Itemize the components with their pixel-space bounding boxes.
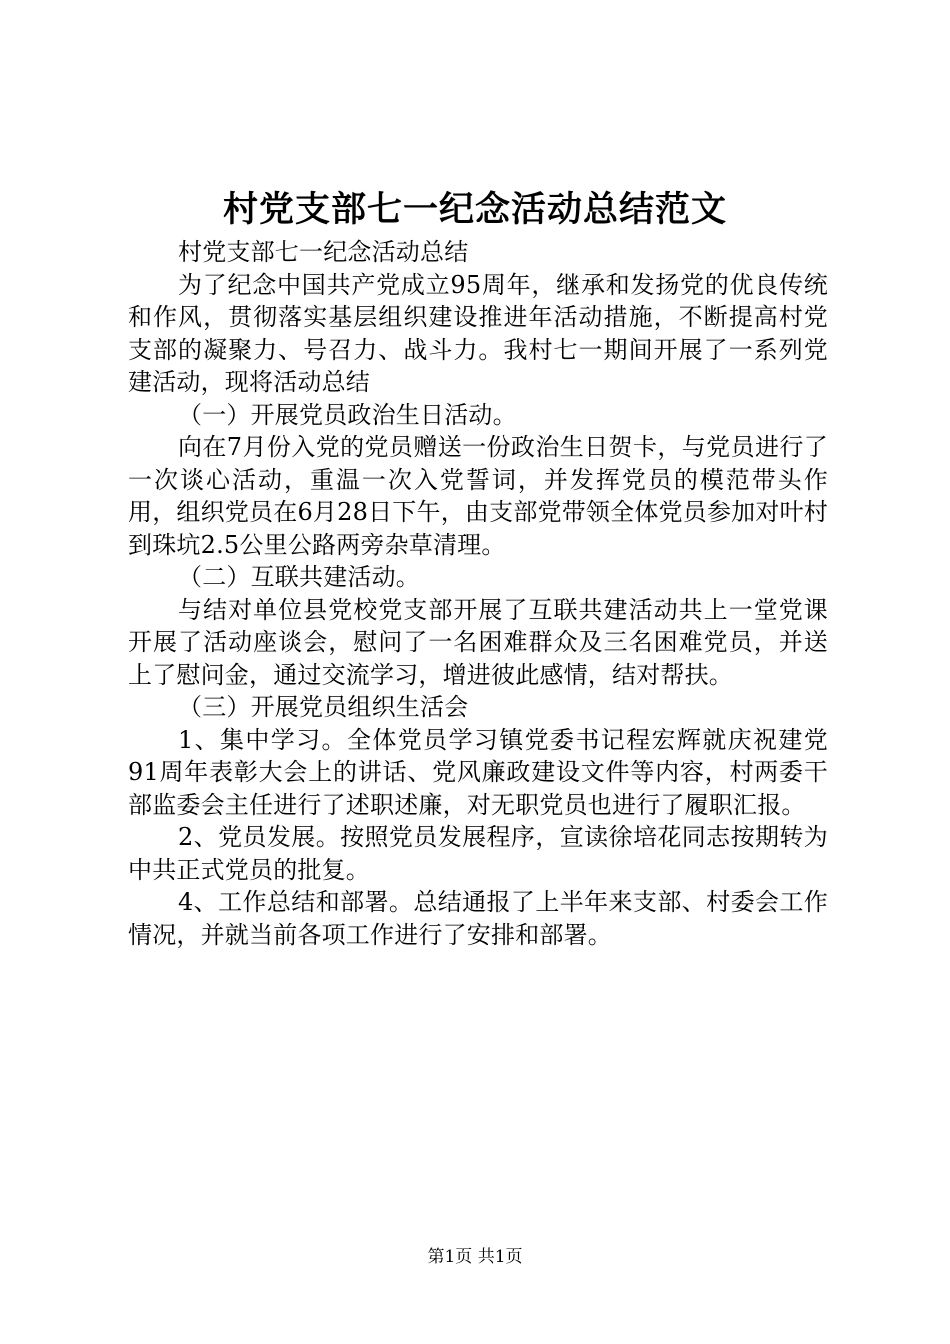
paragraph-section-1: 向在7月份入党的党员赠送一份政治生日贺卡，与党员进行了一次谈心活动，重温一次入党誓词，并发挥党员的模范带头作用，组织党员在6月28日下午，由支部党带领全体党员参加对叶村到珠坑2.5公里公路两旁杂草清理。 xyxy=(128,433,828,559)
page-footer: 第1页 共1页 xyxy=(427,1247,523,1267)
section-heading-3: （三）开展党员组织生活会 xyxy=(178,693,469,721)
section-heading-2: （二）互联共建活动。 xyxy=(178,563,420,591)
list-item-4: 4、工作总结和部署。总结通报了上半年来支部、村委会工作情况，并就当前各项工作进行了安排和部署。 xyxy=(128,888,828,949)
section-heading-1: （一）开展党员政治生日活动。 xyxy=(178,400,517,429)
list-item-1: 1、集中学习。全体党员学习镇党委书记程宏辉就庆祝建党91周年表彰大会上的讲话、党风廉政建设文件等内容，村两委干部监委会主任进行了述职述廉，对无职党员也进行了履职汇报。 xyxy=(128,725,828,819)
paragraph-heading: 村党支部七一纪念活动总结 xyxy=(178,238,469,266)
document-body xyxy=(128,236,828,951)
document-title: 村党支部七一纪念活动总结范文 xyxy=(222,189,727,230)
paragraph-section-2: 与结对单位县党校党支部开展了互联共建活动共上一堂党课开展了活动座谈会，慰问了一名困难群众及三名困难党员，并送上了慰问金，通过交流学习，增进彼此感情，结对帮扶。 xyxy=(128,595,828,689)
list-item-2: 2、党员发展。按照党员发展程序，宣读徐培花同志按期转为中共正式党员的批复。 xyxy=(128,823,828,884)
paragraph-intro: 为了纪念中国共产党成立95周年，继承和发扬党的优良传统和作风，贯彻落实基层组织建设推进年活动措施，不断提高村党支部的凝聚力、号召力、战斗力。我村七一期间开展了一系列党建活动，现将活动总结 xyxy=(128,270,828,396)
